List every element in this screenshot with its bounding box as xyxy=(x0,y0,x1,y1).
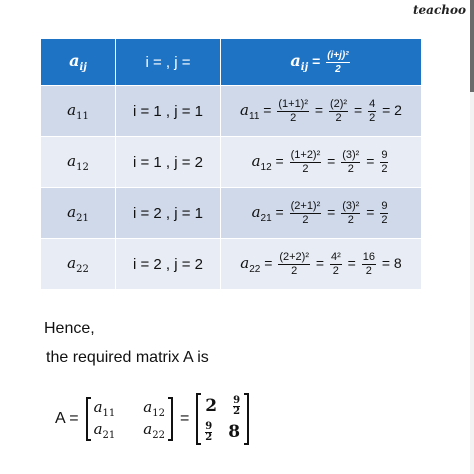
value-matrix: 2 9 2 9 2 8 xyxy=(196,393,249,445)
header-ij: i = , j = xyxy=(116,39,221,86)
cell-indices: i = 2 , j = 2 xyxy=(116,239,221,290)
cell-computation: $a_{21}$ = $\frac{\text{(2+1)²}}{2}$ = $\frac{\text{(3)²}}{2}$ = $\frac{9}{2}$ xyxy=(221,188,422,239)
cell-element: $a_{12}$ xyxy=(41,137,116,188)
matrix-lhs: A = xyxy=(55,410,79,427)
matrix-equation xyxy=(52,391,253,447)
table-row xyxy=(41,188,422,239)
equals-sign: = xyxy=(179,410,190,427)
table-header-row xyxy=(41,39,422,86)
required-matrix-text: the required matrix A is xyxy=(46,349,209,366)
scrollbar-thumb[interactable] xyxy=(470,0,474,92)
element-table xyxy=(40,38,422,290)
cell-element: $a_{21}$ xyxy=(41,188,116,239)
header-aij: $a_{ij}$ xyxy=(41,39,116,86)
cell-element: $a_{11}$ xyxy=(41,86,116,137)
cell-computation: $a_{11}$ = $\frac{\text{(1+1)²}}{2}$ = $\frac{\text{(2)²}}{2}$ = $\frac{4}{2}$ = 2 xyxy=(221,86,422,137)
table-row xyxy=(41,137,422,188)
hence-text: Hence, xyxy=(44,320,95,337)
cell-element: $a_{22}$ xyxy=(41,239,116,290)
header-formula: $a_{ij}$ = $\frac{\text{(i+j)²}}{2}$ xyxy=(221,39,422,86)
table-row xyxy=(41,86,422,137)
cell-indices: i = 1 , j = 1 xyxy=(116,86,221,137)
cell-computation: $a_{12}$ = $\frac{\text{(1+2)²}}{2}$ = $\frac{\text{(3)²}}{2}$ = $\frac{9}{2}$ xyxy=(221,137,422,188)
table-row xyxy=(41,239,422,290)
cell-indices: i = 1 , j = 2 xyxy=(116,137,221,188)
teachoo-logo: teachoo xyxy=(413,3,466,17)
symbolic-matrix: $a_{11}$ $a_{12}$ $a_{21}$ $a_{22}$ xyxy=(86,397,173,441)
cell-indices: i = 2 , j = 1 xyxy=(116,188,221,239)
cell-computation: $a_{22}$ = $\frac{\text{(2+2)²}}{2}$ = $\frac{\text{4²}}{2}$ = $\frac{16}{2}$ = 8 xyxy=(221,239,422,290)
